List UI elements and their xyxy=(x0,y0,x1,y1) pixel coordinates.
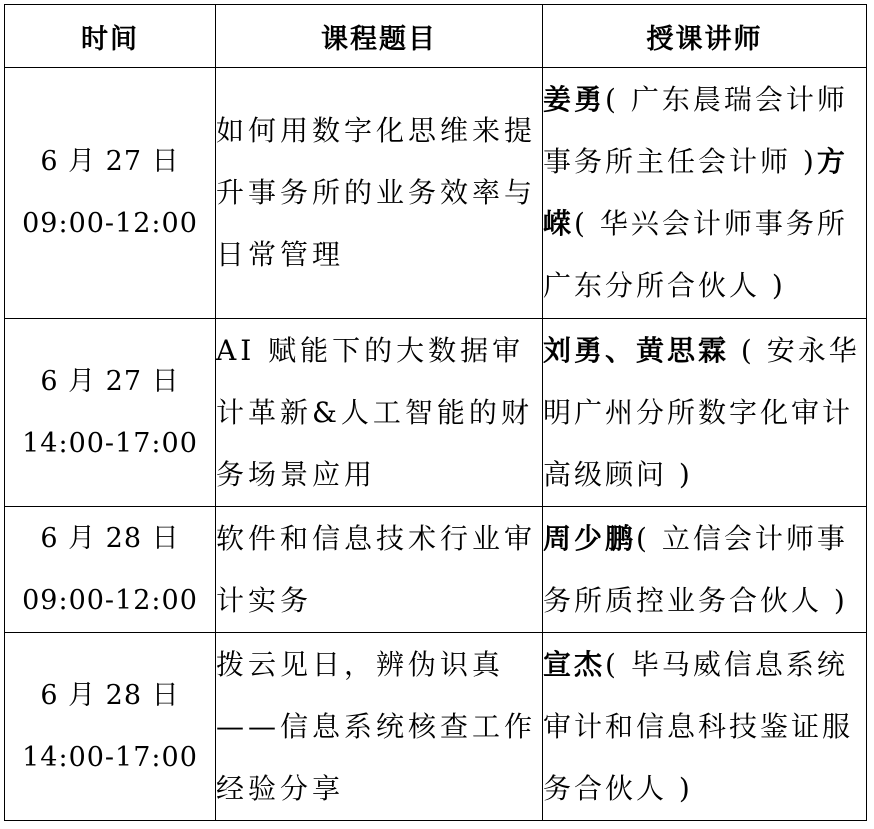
time-cell xyxy=(5,507,216,633)
teacher-org: ( 立信会计师事务所质控业务合伙人 ) xyxy=(543,521,848,617)
schedule-table xyxy=(4,4,867,821)
header-row xyxy=(5,5,867,68)
teacher-org: ( 华兴会计师事务所广东分所合伙人 ) xyxy=(543,207,848,302)
session-date: 6 月 27 日 xyxy=(40,365,180,397)
teacher-org: ( 广东晨瑞会计师事务所主任会计师 ) xyxy=(543,83,848,178)
teacher-name: 周少鹏 xyxy=(543,521,637,555)
session-date: 6 月 28 日 xyxy=(40,679,180,711)
teacher-org: ( 毕马威信息系统审计和信息科技鉴证服务合伙人 ) xyxy=(543,647,854,805)
teacher-name: 宣杰 xyxy=(543,647,606,681)
table-row xyxy=(5,68,867,319)
topic-cell: AI 赋能下的大数据审计革新&人工智能的财务场景应用 xyxy=(216,319,543,507)
teacher-name: 姜勇 xyxy=(543,83,606,116)
teacher-org: ( 安永华明广州分所数字化审计高级顾问 ) xyxy=(543,333,860,491)
teacher-name: 方嵘 xyxy=(543,145,848,240)
session-hours: 09:00-12:00 xyxy=(22,584,198,616)
session-date: 6 月 27 日 xyxy=(40,146,180,177)
teacher-cell xyxy=(543,68,867,319)
time-cell xyxy=(5,68,216,319)
topic-cell: 如何用数字化思维来提升事务所的业务效率与日常管理 xyxy=(216,68,543,319)
header-teacher: 授课讲师 xyxy=(543,5,867,68)
topic-cell: 软件和信息技术行业审计实务 xyxy=(216,507,543,633)
header-topic: 课程题目 xyxy=(216,5,543,68)
header-time: 时间 xyxy=(5,5,216,68)
session-hours: 09:00-12:00 xyxy=(22,208,198,239)
session-hours: 14:00-17:00 xyxy=(22,741,198,773)
table-row xyxy=(5,633,867,821)
topic-cell: 拨云见日，辨伪识真——信息系统核查工作经验分享 xyxy=(216,633,543,821)
teacher-cell xyxy=(543,633,867,821)
time-cell xyxy=(5,319,216,507)
session-date: 6 月 28 日 xyxy=(40,522,180,554)
teacher-name: 刘勇、黄思霖 xyxy=(543,333,730,367)
teacher-cell xyxy=(543,507,867,633)
table-row xyxy=(5,507,867,633)
session-hours: 14:00-17:00 xyxy=(22,427,198,459)
time-cell xyxy=(5,633,216,821)
teacher-cell xyxy=(543,319,867,507)
table-row xyxy=(5,319,867,507)
